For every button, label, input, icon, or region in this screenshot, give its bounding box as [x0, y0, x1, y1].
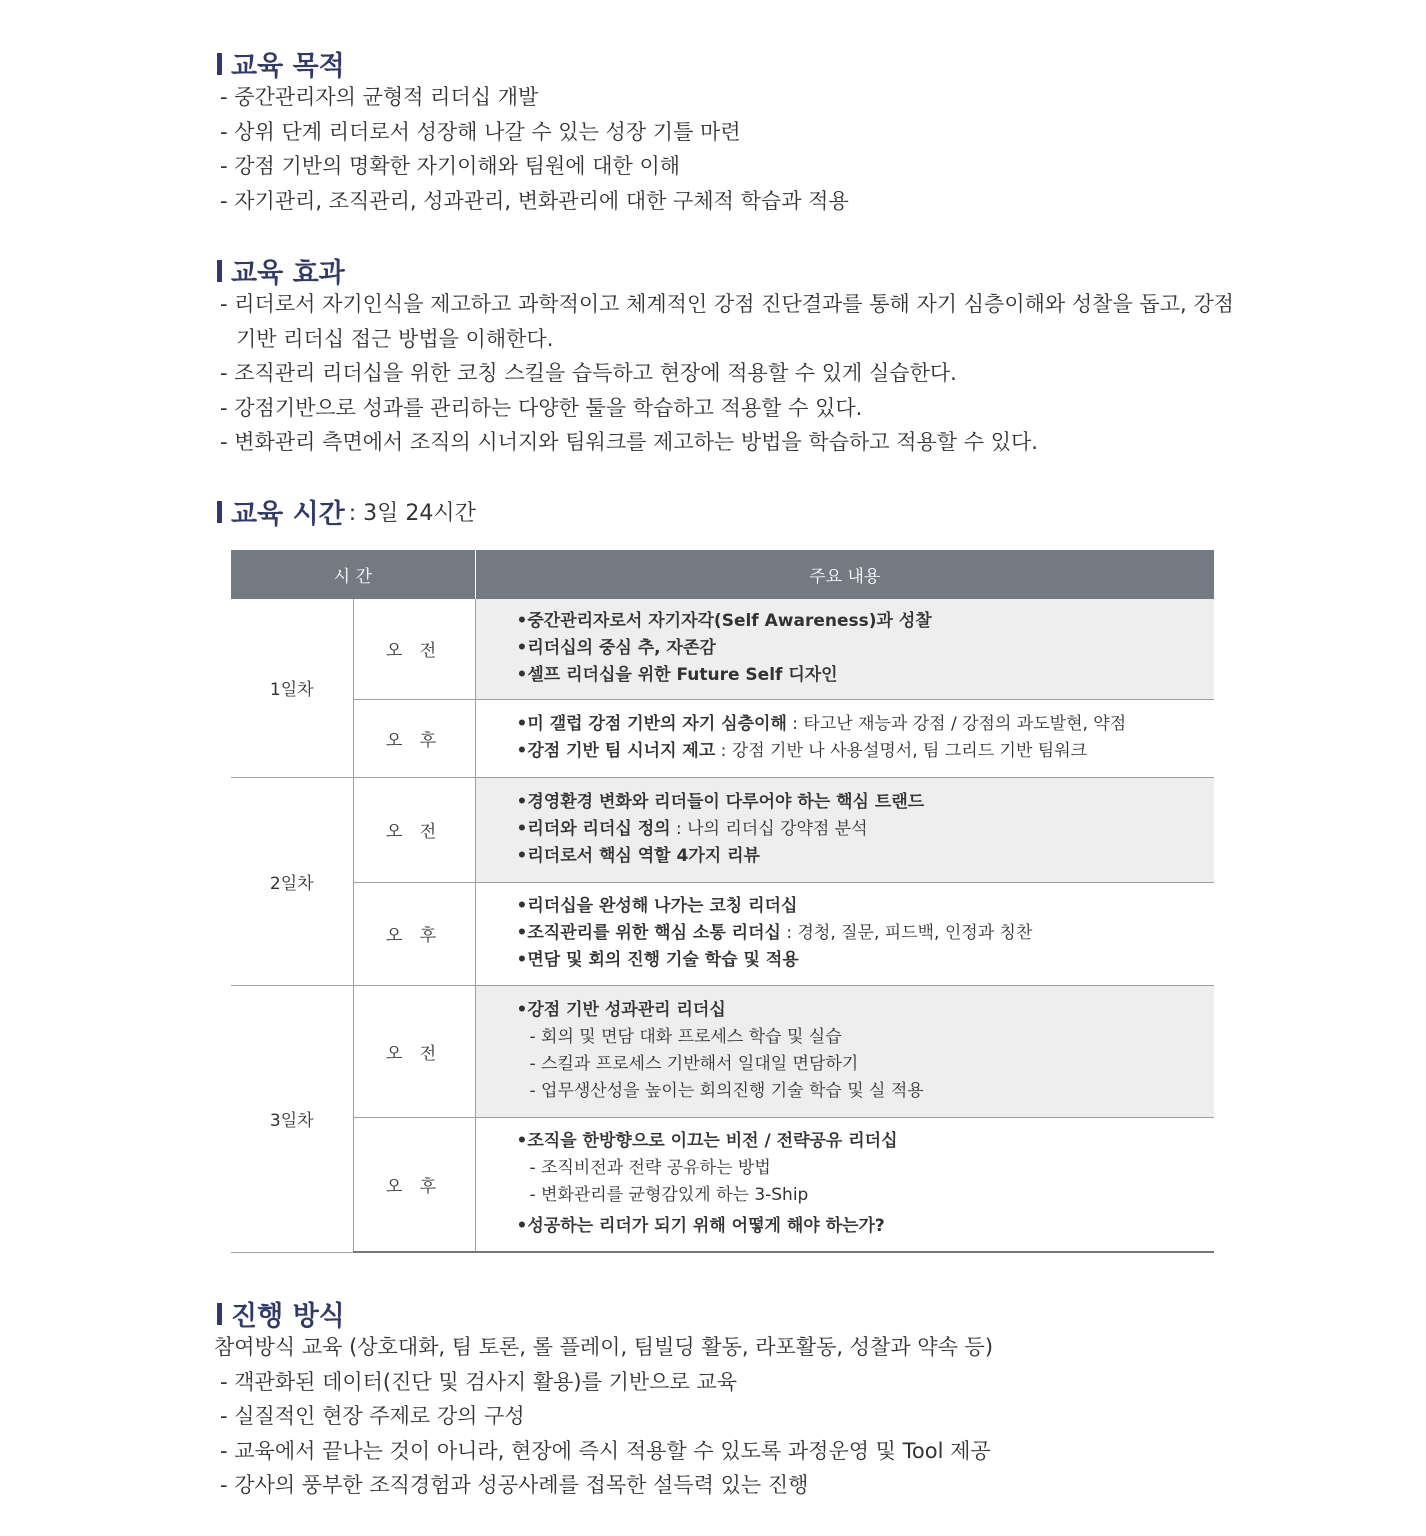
content-item: •성공하는 리더가 되기 위해 어떻게 해야 하는가?	[516, 1216, 885, 1237]
time-title: 교육 시간	[231, 499, 345, 530]
effect-heading	[217, 251, 345, 290]
content-cell	[475, 985, 1214, 1117]
method-item: - 강사의 풍부한 조직경험과 성공사례를 접목한 설득력 있는 진행	[220, 1473, 809, 1497]
header-content: 주요 내용	[475, 550, 1214, 599]
schedule-table	[231, 550, 1214, 1253]
content-cell	[475, 599, 1214, 699]
content-cell	[475, 1117, 1214, 1252]
content-cell	[475, 777, 1214, 882]
content-item: •리더로서 핵심 역할 4가지 리뷰	[516, 846, 760, 866]
effect-item: - 강점기반으로 성과를 관리하는 다양한 툴을 학습하고 적용할 수 있다.	[220, 395, 863, 420]
day-label: 2일차	[231, 777, 353, 985]
content-item: •리더십을 완성해 나가는 코칭 리더십	[516, 896, 798, 916]
heading-bar-icon	[217, 53, 222, 75]
day-label: 3일차	[231, 985, 353, 1252]
period-pm: 오 후	[353, 699, 475, 777]
table-row	[231, 882, 1214, 985]
purpose-title: 교육 목적	[231, 51, 345, 82]
effect-item: - 조직관리 리더십을 위한 코칭 스킬을 습득하고 현장에 적용할 수 있게 실습한다.	[220, 361, 957, 385]
header-time: 시 간	[231, 550, 475, 599]
content-cell	[475, 882, 1214, 985]
table-row	[231, 699, 1214, 777]
effect-item-continued: 기반 리더십 접근 방법을 이해한다.	[236, 326, 554, 351]
purpose-item: - 상위 단계 리더로서 성장해 나갈 수 있는 성장 기틀 마련	[220, 119, 741, 144]
heading-bar-icon	[217, 260, 222, 282]
period-pm: 오 후	[353, 1117, 475, 1252]
purpose-item: - 중간관리자의 균형적 리더십 개발	[220, 85, 539, 109]
effect-title: 교육 효과	[231, 258, 345, 289]
content-subitem: - 회의 및 면담 대화 프로세스 학습 및 실습	[529, 1027, 842, 1047]
table-row	[231, 777, 1214, 882]
purpose-list	[220, 80, 849, 218]
method-item: - 실질적인 현장 주제로 강의 구성	[220, 1404, 525, 1428]
content-subitem: - 변화관리를 균형감있게 하는 3-Ship	[529, 1185, 809, 1206]
content-item: •강점 기반 성과관리 리더십	[516, 1000, 726, 1020]
content-item: •강점 기반 팀 시너지 제고 : 강점 기반 나 사용설명서, 팀 그리드 기반 팀워크	[516, 741, 1088, 761]
content-subitem: - 조직비전과 전략 공유하는 방법	[529, 1158, 771, 1179]
content-item: •리더십의 중심 추, 자존감	[516, 638, 716, 659]
effect-item: - 리더로서 자기인식을 제고하고 과학적이고 체계적인 강점 진단결과를 통해 자기 심층이해와 성찰을 돕고, 강점	[220, 292, 1234, 316]
content-item: •리더와 리더십 정의 : 나의 리더십 강약점 분석	[516, 819, 868, 839]
content-item: •면담 및 회의 진행 기술 학습 및 적용	[516, 950, 799, 970]
period-am: 오 전	[353, 599, 475, 699]
content-item: •셀프 리더십을 위한 Future Self 디자인	[516, 665, 838, 686]
content-item: •중간관리자로서 자기자각(Self Awareness)과 성찰	[516, 611, 932, 632]
method-list	[214, 1330, 994, 1503]
method-intro: 참여방식 교육 (상호대화, 팀 토론, 롤 플레이, 팀빌딩 활동, 라포활동, 성찰과 약속 등)	[214, 1335, 994, 1359]
content-subitem: - 업무생산성을 높이는 회의진행 기술 학습 및 실 적용	[529, 1081, 924, 1101]
effect-list	[220, 287, 1234, 460]
period-am: 오 전	[353, 985, 475, 1117]
method-item: - 교육에서 끝나는 것이 아니라, 현장에 즉시 적용할 수 있도록 과정운영 및 Tool 제공	[220, 1438, 991, 1463]
table-row	[231, 599, 1214, 699]
table-row	[231, 985, 1214, 1117]
period-am: 오 전	[353, 777, 475, 882]
content-subitem: - 스킬과 프로세스 기반해서 일대일 면담하기	[529, 1054, 859, 1074]
period-pm: 오 후	[353, 882, 475, 985]
content-item: •경영환경 변화와 리더들이 다루어야 하는 핵심 트랜드	[516, 792, 925, 812]
purpose-item: - 강점 기반의 명확한 자기이해와 팀원에 대한 이해	[220, 154, 681, 178]
purpose-heading	[217, 44, 345, 83]
time-value: : 3일 24시간	[348, 501, 476, 526]
content-item: •조직관리를 위한 핵심 소통 리더십 : 경청, 질문, 피드백, 인정과 칭찬	[516, 923, 1033, 943]
effect-item: - 변화관리 측면에서 조직의 시너지와 팀워크를 제고하는 방법을 학습하고 적용할 수 있다.	[220, 430, 1038, 454]
purpose-item: - 자기관리, 조직관리, 성과관리, 변화관리에 대한 구체적 학습과 적용	[220, 188, 849, 213]
method-item: - 객관화된 데이터(진단 및 검사지 활용)를 기반으로 교육	[220, 1369, 737, 1394]
time-heading	[217, 492, 476, 531]
heading-bar-icon	[217, 501, 222, 523]
heading-bar-icon	[217, 1303, 222, 1325]
content-item: •조직을 한방향으로 이끄는 비전 / 전략공유 리더십	[516, 1131, 898, 1152]
content-cell	[475, 699, 1214, 777]
table-row	[231, 1117, 1214, 1252]
content-item: •미 갤럽 강점 기반의 자기 심층이해 : 타고난 재능과 강점 / 강점의 과도발현, 약점	[516, 714, 1127, 734]
day-label: 1일차	[231, 599, 353, 777]
schedule-header-row	[231, 550, 1214, 599]
method-title: 진행 방식	[231, 1301, 345, 1332]
method-heading	[217, 1294, 345, 1333]
